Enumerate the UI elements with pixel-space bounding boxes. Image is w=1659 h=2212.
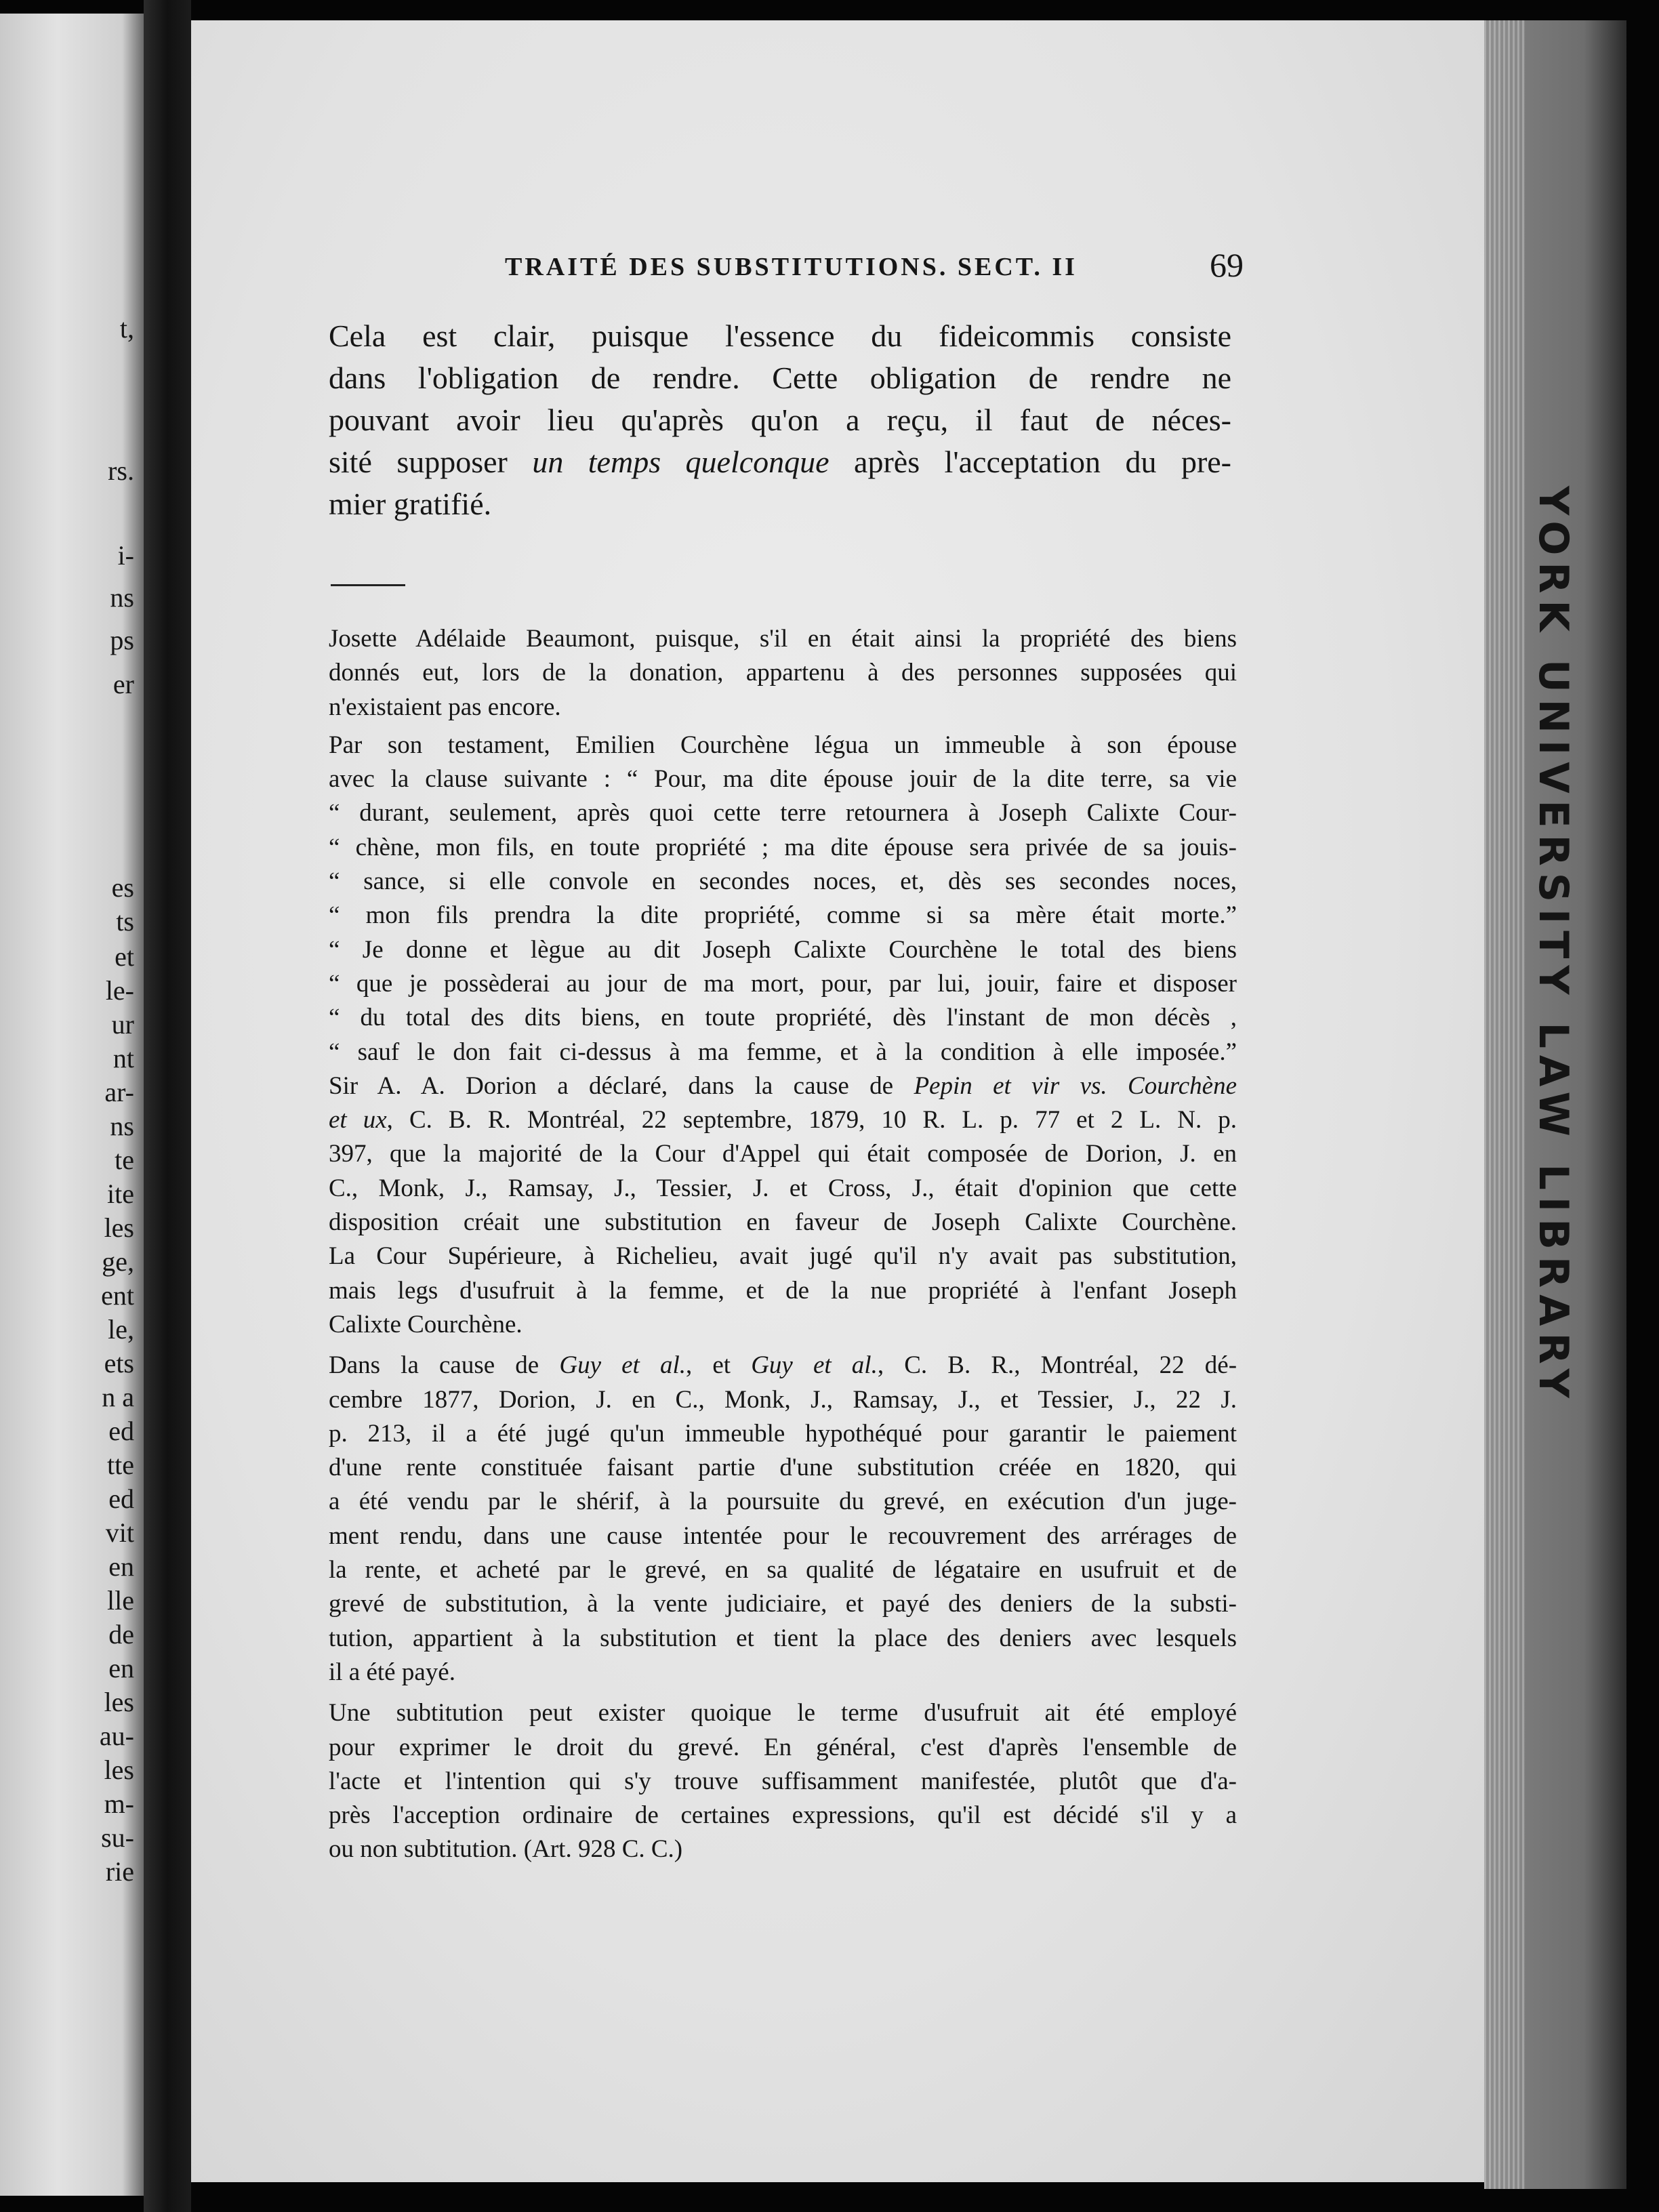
- adjacent-page-fragment: rs.: [108, 455, 134, 486]
- note-line: “ que je possèderai au jour de ma mort, pour, par lui, jouir, faire et disposer: [329, 969, 1237, 998]
- page-number: 69: [1210, 246, 1244, 284]
- note-line: “ du total des dits biens, en toute propriété, dès l'instant de mon décès ,: [329, 1004, 1237, 1032]
- page-edges: [1484, 20, 1525, 2189]
- note-line: p. 213, il a été jugé qu'un immeuble hypothéqué pour garantir le paiement: [329, 1419, 1237, 1448]
- adjacent-page-fragment: m-: [104, 1788, 134, 1819]
- adjacent-page-fragment: rie: [105, 1856, 134, 1887]
- adjacent-page-fragment: ur: [111, 1009, 134, 1040]
- note-line: “ sauf le don fait ci-dessus à ma femme, et à la condition à elle imposée.”: [329, 1038, 1237, 1066]
- note-line: et ux, C. B. R. Montréal, 22 septembre, 1879, 10 R. L. p. 77 et 2 L. N. p.: [329, 1106, 1237, 1134]
- adjacent-page-fragment: ge,: [102, 1246, 134, 1277]
- adjacent-page-fragment: en: [108, 1551, 134, 1582]
- adjacent-page-fragment: les: [104, 1755, 134, 1785]
- note-line: grevé de substitution, à la vente judiciaire, et payé des deniers de la substi-: [329, 1590, 1237, 1618]
- adjacent-page-fragment: tte: [107, 1450, 134, 1480]
- note-line: donnés eut, lors de la donation, appartenu à des personnes supposées qui: [329, 659, 1237, 687]
- adjacent-page-fragment: ts: [116, 906, 134, 937]
- note-line: Par son testament, Emilien Courchène légua un immeuble à son épouse: [329, 731, 1237, 759]
- adjacent-page-fragment: te: [115, 1145, 134, 1175]
- page-header: [505, 245, 1244, 286]
- adjacent-page-strip: [0, 14, 144, 2196]
- note-line: Josette Adélaide Beaumont, puisque, s'il en était ainsi la propriété des biens: [329, 625, 1237, 653]
- adjacent-page-fragment: es: [111, 872, 134, 903]
- note-line: a été vendu par le shérif, à la poursuite du grevé, en exécution d'un juge-: [329, 1488, 1237, 1516]
- main-paragraph: [329, 315, 1231, 525]
- adjacent-page-fragment: en: [108, 1653, 134, 1683]
- note-line: avec la clause suivante : “ Pour, ma dite épouse jouir de la dite terre, sa vie: [329, 765, 1237, 794]
- text-line: dans l'obligation de rendre. Cette obligation de rendre ne: [329, 361, 1231, 395]
- adjacent-page-fragment: le-: [105, 975, 134, 1006]
- note-line: l'acte et l'intention qui s'y trouve suffisamment manifestée, plutôt que d'a-: [329, 1767, 1237, 1795]
- adjacent-page-fragment: les: [104, 1212, 134, 1243]
- note-line: “ chène, mon fils, en toute propriété ; ma dite épouse sera privée de sa jouis-: [329, 833, 1237, 861]
- note-line: La Cour Supérieure, à Richelieu, avait jugé qu'il n'y avait pas substitution,: [329, 1242, 1237, 1271]
- note-line: Dans la cause de Guy et al., et Guy et al., C. B. R., Montréal, 22 dé-: [329, 1351, 1237, 1380]
- note-line: “ durant, seulement, après quoi cette terre retournera à Joseph Calixte Cour-: [329, 799, 1237, 827]
- text-line: Cela est clair, puisque l'essence du fideicommis consiste: [329, 319, 1231, 353]
- note-line: Calixte Courchène.: [329, 1310, 523, 1338]
- adjacent-page-fragment: de: [108, 1619, 134, 1650]
- note-line: disposition créait une substitution en faveur de Joseph Calixte Courchène.: [329, 1208, 1237, 1237]
- adjacent-page-fragment: ar-: [104, 1077, 134, 1107]
- adjacent-page-fragment: vit: [105, 1517, 134, 1548]
- footnotes: [329, 622, 1237, 1867]
- adjacent-page-fragment: et: [115, 941, 134, 972]
- adjacent-page-fragment: ed: [108, 1416, 134, 1446]
- adjacent-page-fragment: ite: [107, 1179, 134, 1209]
- text-line: mier gratifié.: [329, 487, 492, 521]
- adjacent-page-fragment: ets: [104, 1348, 134, 1378]
- note-line: près l'acception ordinaire de certaines expressions, qu'il est décidé s'il y a: [329, 1801, 1237, 1830]
- note-line: cembre 1877, Dorion, J. en C., Monk, J., Ramsay, J., et Tessier, J., 22 J.: [329, 1385, 1237, 1414]
- adjacent-page-fragment: nt: [112, 1043, 134, 1073]
- adjacent-page-fragment: t,: [119, 313, 134, 344]
- note-line: mais legs d'usufruit à la femme, et de la nue propriété à l'enfant Joseph: [329, 1276, 1237, 1305]
- note-line: Une subtitution peut exister quoique le terme d'usufruit ait été employé: [329, 1699, 1237, 1727]
- note-line: 397, que la majorité de la Cour d'Appel qui était composée de Dorion, J. en: [329, 1140, 1237, 1168]
- text-line: pouvant avoir lieu qu'après qu'on a reçu, il faut de néces-: [329, 403, 1231, 437]
- adjacent-page-fragment: i-: [117, 540, 134, 571]
- adjacent-page-fragment: ed: [108, 1483, 134, 1514]
- adjacent-page-fragment: n a: [102, 1382, 134, 1412]
- adjacent-page-fragment: su-: [101, 1822, 134, 1853]
- adjacent-page-fragment: er: [112, 669, 134, 699]
- adjacent-page-fragment: les: [104, 1687, 134, 1717]
- adjacent-page-fragment: lle: [107, 1585, 134, 1616]
- running-head: TRAITÉ DES SUBSTITUTIONS. SECT. II: [505, 253, 1078, 281]
- note-line: n'existaient pas encore.: [329, 693, 561, 721]
- text-line: sité supposer un temps quelconque après l'acceptation du pre-: [329, 445, 1231, 479]
- note-line: la rente, et acheté par le grevé, en sa qualité de légataire en usufruit et de: [329, 1556, 1237, 1584]
- adjacent-page-fragment: ps: [110, 625, 134, 655]
- footnote-separator: [331, 584, 405, 586]
- library-stamp: [1530, 486, 1578, 1405]
- note-line: d'une rente constituée faisant partie d'une substitution créée en 1820, qui: [329, 1454, 1237, 1482]
- library-stamp-text: YORK UNIVERSITY LAW LIBRARY: [1530, 486, 1578, 1405]
- book-gutter: [144, 0, 191, 2212]
- note-line: “ Je donne et lègue au dit Joseph Calixte Courchène le total des biens: [329, 935, 1237, 964]
- note-line: C., Monk, J., Ramsay, J., Tessier, J. et Cross, J., était d'opinion que cette: [329, 1174, 1237, 1202]
- note-line: “ mon fils prendra la dite propriété, comme si sa mère était morte.”: [329, 901, 1237, 930]
- note-line: “ sance, si elle convole en secondes noces, et, dès ses secondes noces,: [329, 867, 1237, 896]
- adjacent-page-fragment: le,: [108, 1314, 134, 1345]
- adjacent-page-fragment: ns: [110, 1111, 134, 1141]
- adjacent-page-fragment: ent: [101, 1280, 134, 1311]
- adjacent-page-fragment: au-: [99, 1721, 134, 1751]
- note-line: ou non subtitution. (Art. 928 C. C.): [329, 1835, 683, 1864]
- note-line: ment rendu, dans une cause intentée pour le recouvrement des arrérages de: [329, 1521, 1237, 1550]
- note-line: tution, appartient à la substitution et tient la place des deniers avec lesquels: [329, 1624, 1237, 1652]
- note-line: Sir A. A. Dorion a déclaré, dans la cause de Pepin et vir vs. Courchène: [329, 1071, 1237, 1100]
- note-line: pour exprimer le droit du grevé. En général, c'est d'après l'ensemble de: [329, 1733, 1237, 1761]
- adjacent-page-fragment: ns: [110, 582, 134, 613]
- note-line: il a été payé.: [329, 1658, 455, 1686]
